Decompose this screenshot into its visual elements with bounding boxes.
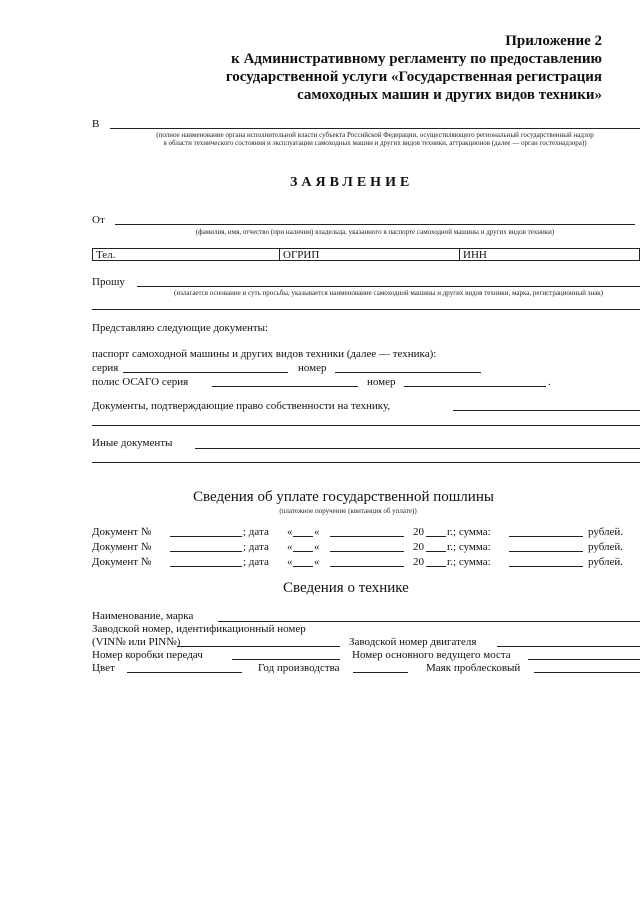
payment-date-label: ; дата: [243, 526, 269, 538]
regulation-line-1: к Административному регламенту по предоставлению: [231, 51, 602, 67]
phone-label: Тел.: [96, 249, 116, 261]
payment-hint: (платежное поручение (квитанция об уплате)): [279, 507, 417, 515]
from-field[interactable]: [115, 224, 635, 225]
payment-year-label: 20: [413, 556, 424, 568]
beacon-label: Маяк проблесковый: [426, 662, 521, 674]
appendix-number: Приложение 2: [505, 33, 602, 49]
number-label: номер: [298, 362, 327, 374]
payment-currency-label: рублей.: [588, 541, 624, 553]
osago-number-field[interactable]: [404, 386, 546, 387]
payment-doc-number-field[interactable]: [170, 566, 242, 567]
tech-section-title: Сведения о технике: [283, 580, 409, 596]
series-field[interactable]: [123, 372, 288, 373]
payment-section-title: Сведения об уплате государственной пошлины: [193, 489, 494, 505]
other-docs-field-2[interactable]: [92, 462, 640, 463]
payment-month-field[interactable]: [330, 551, 404, 552]
payment-day-open-quote: «: [287, 526, 293, 538]
to-hint-1: (полное наименование органа исполнительной власти субъекта Российской Федерации, осуществляющего региональный государственный надзор: [156, 131, 594, 139]
tech-name-field[interactable]: [218, 621, 640, 622]
payment-day-close-quote: «: [314, 556, 320, 568]
payment-year-label: 20: [413, 541, 424, 553]
color-field[interactable]: [127, 672, 242, 673]
payment-sum-field[interactable]: [509, 536, 583, 537]
payment-currency-label: рублей.: [588, 556, 624, 568]
payment-sum-field[interactable]: [509, 566, 583, 567]
payment-sum-label: г.; сумма:: [447, 556, 491, 568]
regulation-line-2: государственной услуги «Государственная регистрация: [225, 69, 602, 85]
payment-day-close-quote: «: [314, 526, 320, 538]
osago-period: .: [548, 376, 551, 388]
inn-field[interactable]: [460, 248, 640, 261]
payment-year-field[interactable]: [426, 566, 446, 567]
payment-month-field[interactable]: [330, 566, 404, 567]
gearbox-label: Номер коробки передач: [92, 649, 203, 661]
osago-series-field[interactable]: [212, 386, 358, 387]
payment-day-close-quote: «: [314, 541, 320, 553]
payment-doc-number-field[interactable]: [170, 551, 242, 552]
osago-label: полис ОСАГО серия: [92, 376, 189, 388]
request-hint: (излагается основание и суть просьбы, указывается наименование самоходной машины и других видов техники, марка, регистрационный знак): [174, 289, 603, 297]
payment-year-field[interactable]: [426, 536, 446, 537]
from-label: От: [92, 214, 105, 226]
ownership-field-2[interactable]: [92, 425, 640, 426]
inn-label: ИНН: [463, 249, 487, 261]
ogrip-field[interactable]: [280, 248, 460, 261]
year-field[interactable]: [353, 672, 408, 673]
documents-intro: Представляю следующие документы:: [92, 322, 269, 334]
osago-number-label: номер: [367, 376, 396, 388]
payment-date-label: ; дата: [243, 556, 269, 568]
series-label: серия: [92, 362, 119, 374]
to-field[interactable]: [110, 128, 640, 129]
payment-day-open-quote: «: [287, 556, 293, 568]
page-title: ЗАЯВЛЕНИЕ: [290, 175, 414, 190]
gearbox-field[interactable]: [232, 659, 340, 660]
other-docs-field[interactable]: [195, 448, 640, 449]
payment-month-field[interactable]: [330, 536, 404, 537]
passport-label: паспорт самоходной машины и других видов техники (далее — техника):: [92, 348, 437, 360]
axle-field[interactable]: [528, 659, 640, 660]
to-label: В: [92, 118, 100, 130]
year-label: Год производства: [258, 662, 340, 674]
axle-label: Номер основного ведущего моста: [352, 649, 511, 661]
request-field[interactable]: [137, 286, 640, 287]
engine-field[interactable]: [497, 646, 640, 647]
payment-day-field[interactable]: [293, 566, 313, 567]
number-field[interactable]: [335, 372, 481, 373]
to-hint-2: в области технического состояния и эксплуатации самоходных машин и других видов техники, аттракционов (далее — орган гостехнадзора)): [163, 139, 587, 147]
payment-day-open-quote: «: [287, 541, 293, 553]
serial-field[interactable]: [177, 646, 340, 647]
ogrip-label: ОГРИП: [283, 249, 320, 261]
serial-label-2: (VIN№ или PIN№): [92, 636, 181, 648]
payment-doc-label: Документ №: [92, 556, 152, 568]
request-label: Прошу: [92, 276, 125, 288]
payment-doc-label: Документ №: [92, 526, 152, 538]
payment-currency-label: рублей.: [588, 526, 624, 538]
phone-field[interactable]: [92, 248, 280, 261]
ownership-field[interactable]: [453, 410, 640, 411]
payment-sum-field[interactable]: [509, 551, 583, 552]
engine-label: Заводской номер двигателя: [349, 636, 477, 648]
payment-sum-label: г.; сумма:: [447, 541, 491, 553]
payment-doc-label: Документ №: [92, 541, 152, 553]
payment-day-field[interactable]: [293, 551, 313, 552]
regulation-line-3: самоходных машин и других видов техники»: [297, 87, 602, 103]
ownership-label: Документы, подтверждающие право собственности на технику,: [92, 400, 391, 412]
color-label: Цвет: [92, 662, 115, 674]
beacon-field[interactable]: [534, 672, 640, 673]
tech-name-label: Наименование, марка: [92, 610, 194, 622]
payment-date-label: ; дата: [243, 541, 269, 553]
payment-sum-label: г.; сумма:: [447, 526, 491, 538]
payment-year-field[interactable]: [426, 551, 446, 552]
request-field-2[interactable]: [92, 309, 640, 310]
from-hint: (фамилия, имя, отчество (при наличии) владельца, указанного в паспорте самоходной машины и других видов техники): [195, 228, 555, 236]
payment-doc-number-field[interactable]: [170, 536, 242, 537]
payment-day-field[interactable]: [293, 536, 313, 537]
serial-label-1: Заводской номер, идентификационный номер: [92, 623, 306, 635]
other-docs-label: Иные документы: [92, 437, 173, 449]
payment-year-label: 20: [413, 526, 424, 538]
